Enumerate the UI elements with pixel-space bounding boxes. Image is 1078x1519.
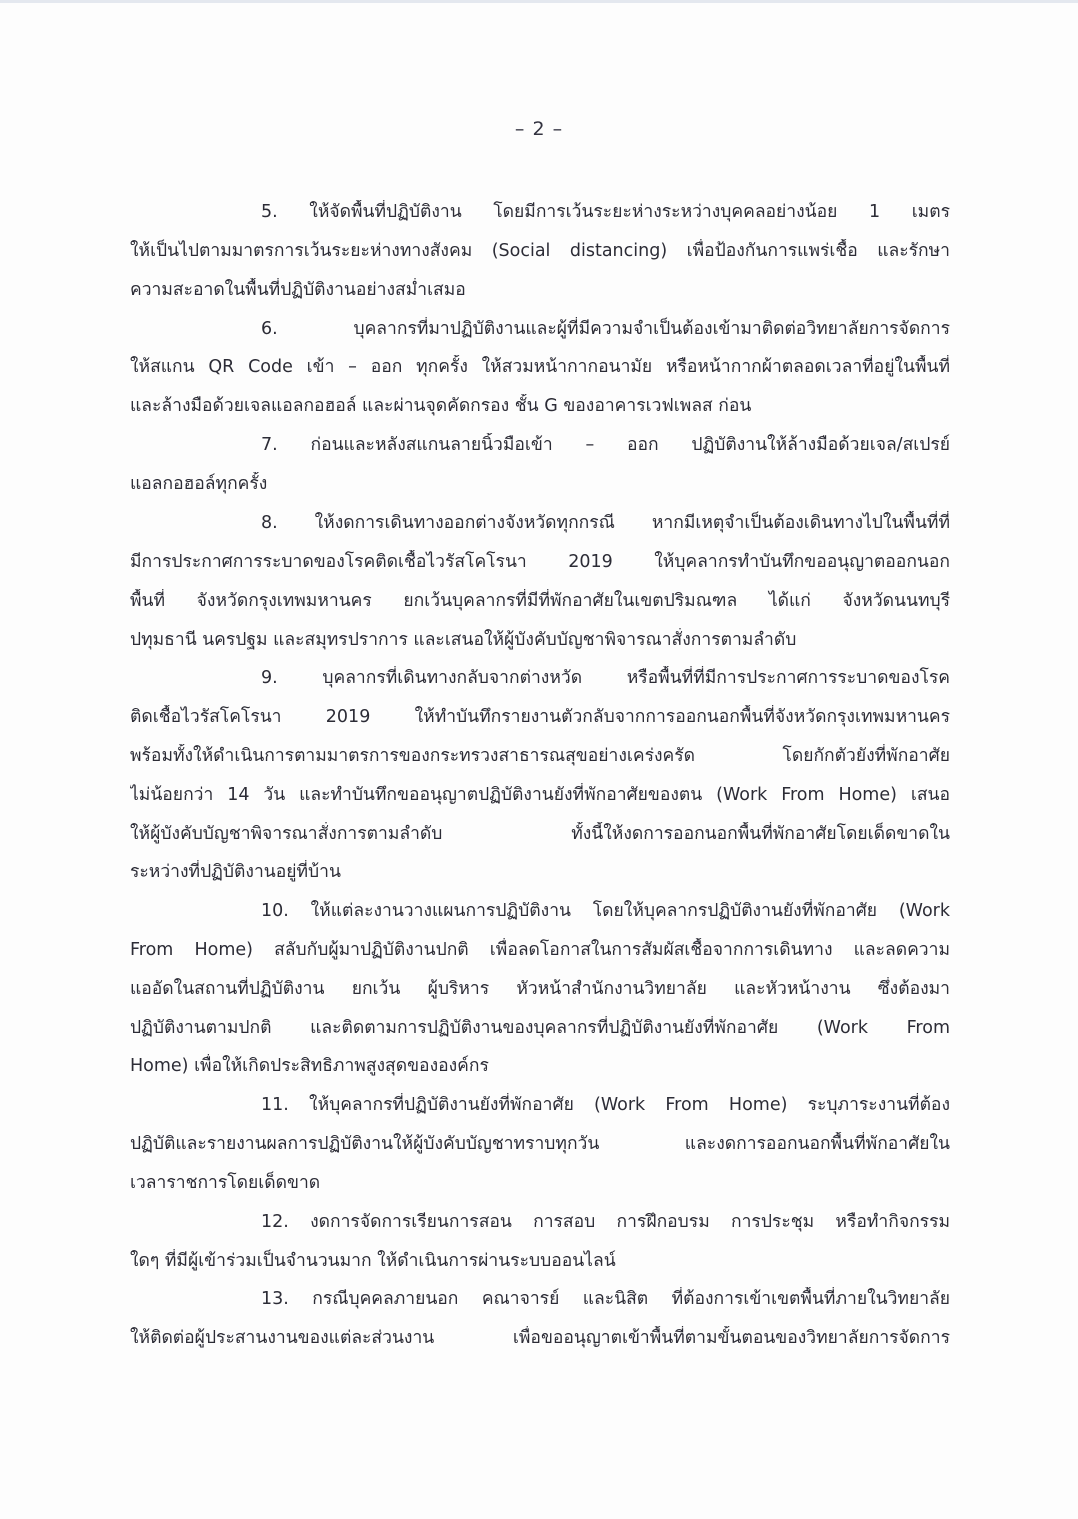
para-12-line-1: 12. งดการจัดการเรียนการสอน การสอบ การฝึกอบรม การประชุม หรือทำกิจกรรม <box>261 1212 950 1232</box>
para-6-line-1: 6. บุคลากรที่มาปฏิบัติงานและผู้ที่มีความจำเป็นต้องเข้ามาติดต่อวิทยาลัยการจัดการ <box>261 319 950 339</box>
para-7-line-2: แอลกอฮอล์ทุกครั้ง <box>130 474 268 494</box>
para-11-line-3: เวลาราชการโดยเด็ดขาด <box>130 1173 321 1193</box>
para-10-line-5: Home) เพื่อให้เกิดประสิทธิภาพสูงสุดขององค์กร <box>130 1056 489 1076</box>
para-8-line-3: พื้นที่ จังหวัดกรุงเทพมหานคร ยกเว้นบุคลากรที่มีที่พักอาศัยในเขตปริมณฑล ได้แก่ จังหวัดนนทบุรี <box>130 591 950 611</box>
para-8-line-1: 8. ให้งดการเดินทางออกต่างจังหวัดทุกกรณี หากมีเหตุจำเป็นต้องเดินทางไปในพื้นที่ที่ <box>261 513 950 533</box>
page-number: – 2 – <box>514 118 564 140</box>
para-9-line-2: ติดเชื้อไวรัสโคโรนา 2019 ให้ทำบันทึกรายงานตัวกลับจากการออกนอกพื้นที่จังหวัดกรุงเทพมหานคร <box>130 707 950 727</box>
para-10-line-3: แออัดในสถานที่ปฏิบัติงาน ยกเว้น ผู้บริหาร หัวหน้าสำนักงานวิทยาลัย และหัวหน้างาน ซึ่งต้องมา <box>130 979 950 999</box>
para-11-line-1: 11. ให้บุคลากรที่ปฏิบัติงานยังที่พักอาศัย (Work From Home) ระบุภาระงานที่ต้อง <box>261 1095 950 1115</box>
para-13-line-2: ให้ติดต่อผู้ประสานงานของแต่ละส่วนงาน เพื่อขออนุญาตเข้าพื้นที่ตามขั้นตอนของวิทยาลัยการจัดการ <box>130 1328 950 1348</box>
para-7-line-1: 7. ก่อนและหลังสแกนลายนิ้วมือเข้า – ออก ปฏิบัติงานให้ล้างมือด้วยเจล/สเปรย์ <box>261 435 950 455</box>
para-9-line-3: พร้อมทั้งให้ดำเนินการตามมาตรการของกระทรวงสาธารณสุขอย่างเคร่งครัด โดยกักตัวยังที่พักอาศัย <box>130 746 950 766</box>
para-9-line-6: ระหว่างที่ปฏิบัติงานอยู่ที่บ้าน <box>130 862 341 882</box>
para-9-line-4: ไม่น้อยกว่า 14 วัน และทำบันทึกขออนุญาตปฏิบัติงานยังที่พักอาศัยของตน (Work From Home) เสนอ <box>130 785 950 805</box>
para-10-line-4: ปฏิบัติงานตามปกติ และติดตามการปฏิบัติงานของบุคลากรที่ปฏิบัติงานยังที่พักอาศัย (Work From <box>130 1018 950 1038</box>
para-5-line-1: 5. ให้จัดพื้นที่ปฏิบัติงาน โดยมีการเว้นระยะห่างระหว่างบุคคลอย่างน้อย 1 เมตร <box>261 202 950 222</box>
para-9-line-5: ให้ผู้บังคับบัญชาพิจารณาสั่งการตามลำดับ ทั้งนี้ให้งดการออกนอกพื้นที่พักอาศัยโดยเด็ดขาดใน <box>130 824 950 844</box>
para-5-line-3: ความสะอาดในพื้นที่ปฏิบัติงานอย่างสม่ำเสมอ <box>130 280 466 300</box>
para-9-line-1: 9. บุคลากรที่เดินทางกลับจากต่างหวัด หรือพื้นที่ที่มีการประกาศการระบาดของโรค <box>261 668 950 688</box>
para-12-line-2: ใดๆ ที่มีผู้เข้าร่วมเป็นจำนวนมาก ให้ดำเนินการผ่านระบบออนไลน์ <box>130 1251 616 1271</box>
para-6-line-3: และล้างมือด้วยเจลแอลกอฮอล์ และผ่านจุดคัดกรอง ชั้น G ของอาคารเวฟเพลส ก่อน <box>130 396 752 416</box>
para-10-line-1: 10. ให้แต่ละงานวางแผนการปฏิบัติงาน โดยให้บุคลากรปฏิบัติงานยังที่พักอาศัย (Work <box>261 901 950 921</box>
para-8-line-2: มีการประกาศการระบาดของโรคติดเชื้อไวรัสโคโรนา 2019 ให้บุคลากรทำบันทึกขออนุญาตออกนอก <box>130 552 950 572</box>
page-top-edge <box>0 0 1078 3</box>
para-13-line-1: 13. กรณีบุคคลภายนอก คณาจารย์ และนิสิต ที่ต้องการเข้าเขตพื้นที่ภายในวิทยาลัย <box>261 1289 950 1309</box>
para-5-line-2: ให้เป็นไปตามมาตรการเว้นระยะห่างทางสังคม (Social distancing) เพื่อป้องกันการแพร่เชื้อ และรักษา <box>130 241 950 261</box>
para-10-line-2: From Home) สลับกับผู้มาปฏิบัติงานปกติ เพื่อลดโอกาสในการสัมผัสเชื้อจากการเดินทาง และลดความ <box>130 940 950 960</box>
para-6-line-2: ให้สแกน QR Code เข้า – ออก ทุกครั้ง ให้สวมหน้ากากอนามัย หรือหน้ากากผ้าตลอดเวลาที่อยู่ในพื้นที่ <box>130 357 950 377</box>
para-8-line-4: ปทุมธานี นครปฐม และสมุทรปราการ และเสนอให้ผู้บังคับบัญชาพิจารณาสั่งการตามลำดับ <box>130 630 797 650</box>
para-11-line-2: ปฏิบัติและรายงานผลการปฏิบัติงานให้ผู้บังคับบัญชาทราบทุกวัน และงดการออกนอกพื้นที่พักอาศัยใน <box>130 1134 950 1154</box>
